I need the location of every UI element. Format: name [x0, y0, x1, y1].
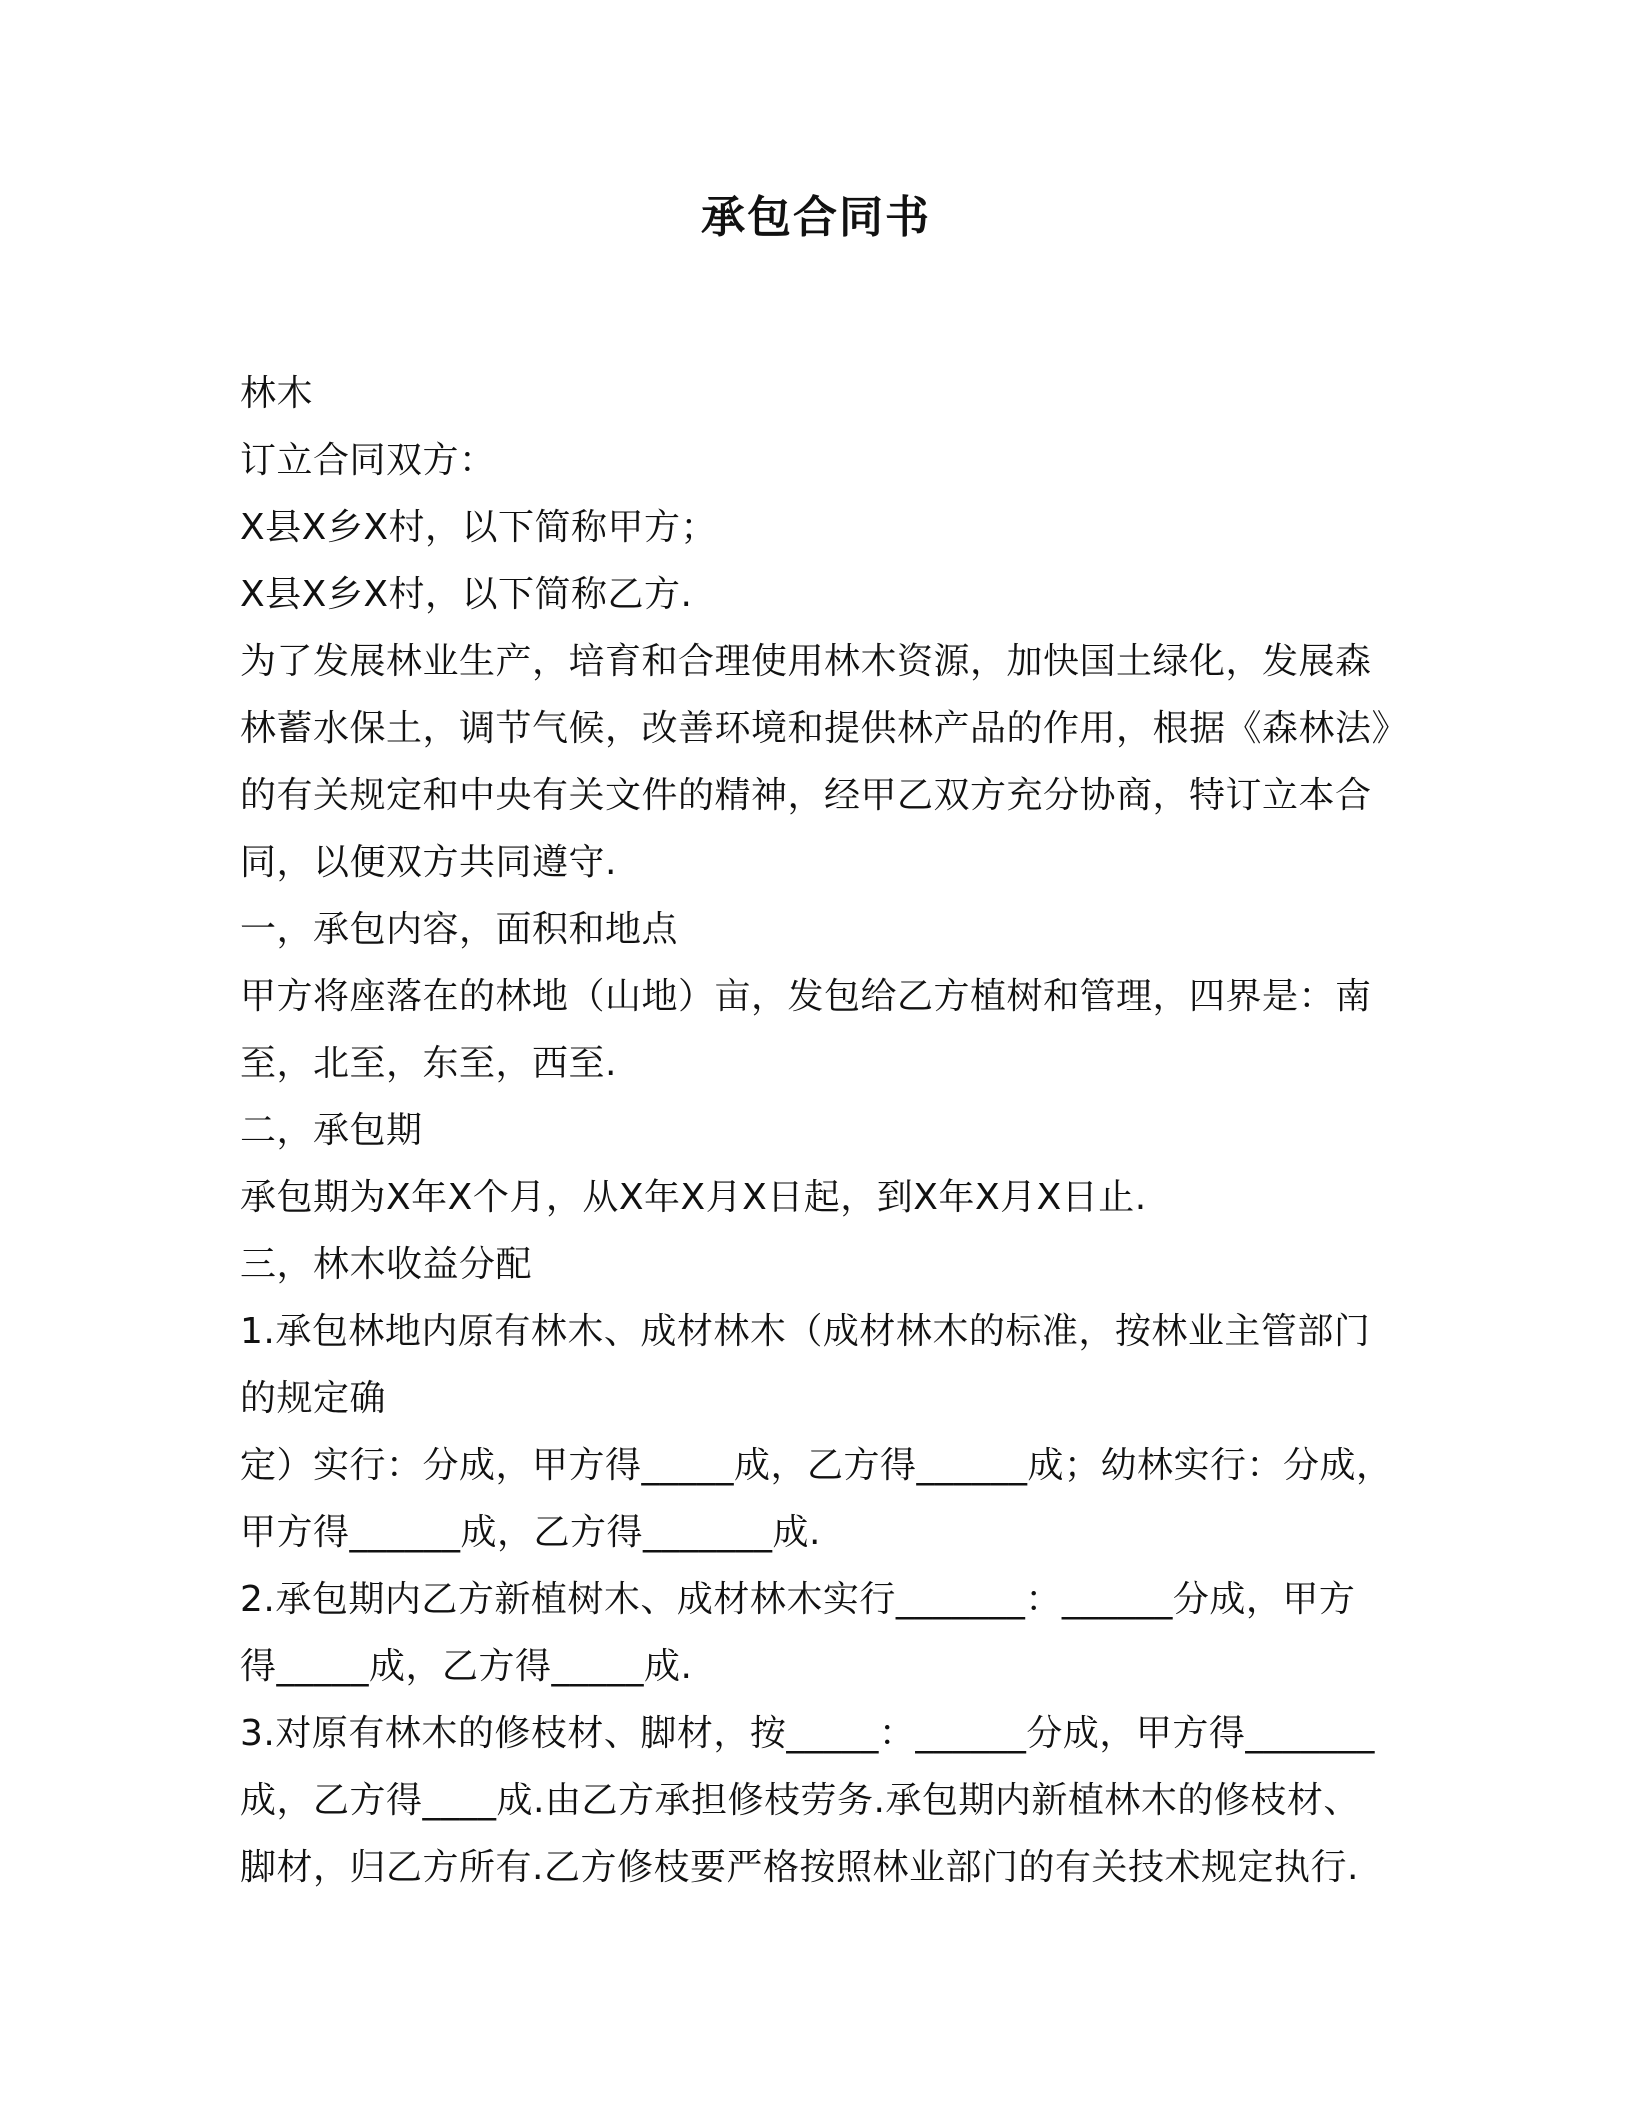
text-line-clause-3-c: 脚材，归乙方所有.乙方修枝要严格按照林业部门的有关技术规定执行.	[240, 1847, 1359, 1888]
text-line-section-3-heading: 三，林木收益分配	[240, 1244, 533, 1285]
text-line-party-b: X县X乡X村，以下简称乙方.	[240, 574, 693, 615]
text-line-section-2-body: 承包期为X年X个月，从X年X月X日起，到X年X月X日止.	[240, 1177, 1147, 1218]
text-line-clause-1-c: 定）实行：分成，甲方得_____成，乙方得______成；幼林实行：分成，	[240, 1445, 1393, 1486]
text-line-parties-heading: 订立合同双方：	[240, 440, 496, 481]
text-line-clause-2-b: 得_____成，乙方得_____成.	[240, 1646, 693, 1687]
text-line-clause-1-a: 1.承包林地内原有林木、成材林木（成材林木的标准，按林业主管部门	[240, 1311, 1371, 1352]
text-line-section-subject: 林木	[240, 373, 314, 414]
text-line-preamble-2: 林蓄水保土，调节气候，改善环境和提供林产品的作用，根据《森林法》	[240, 708, 1409, 749]
text-line-preamble-4: 同，以便双方共同遵守.	[240, 842, 617, 883]
document-body	[240, 360, 1409, 1901]
text-line-section-1-heading: 一，承包内容，面积和地点	[240, 909, 679, 950]
text-line-preamble-3: 的有关规定和中央有关文件的精神，经甲乙双方充分协商，特订立本合	[240, 775, 1372, 816]
text-line-preamble-1: 为了发展林业生产，培育和合理使用林木资源，加快国土绿化，发展森	[240, 641, 1372, 682]
text-line-clause-1-d: 甲方得______成，乙方得_______成.	[240, 1512, 821, 1553]
document-title: 承包合同书	[701, 192, 931, 243]
text-line-clause-1-b: 的规定确	[240, 1378, 387, 1419]
text-line-clause-3-b: 成，乙方得____成.由乙方承担修枝劳务.承包期内新植林木的修枝材、	[240, 1780, 1360, 1821]
text-line-party-a: X县X乡X村，以下简称甲方；	[240, 507, 717, 548]
text-line-clause-3-a: 3.对原有林木的修枝材、脚材，按_____：______分成，甲方得_______	[240, 1713, 1375, 1754]
text-line-clause-2-a: 2.承包期内乙方新植树木、成材林木实行_______：______分成，甲方	[240, 1579, 1356, 1620]
text-line-section-1-body-2: 至，北至，东至，西至.	[240, 1043, 617, 1084]
text-line-section-1-body-1: 甲方将座落在的林地（山地）亩，发包给乙方植树和管理，四界是：南	[240, 976, 1372, 1017]
text-line-section-2-heading: 二，承包期	[240, 1110, 423, 1151]
